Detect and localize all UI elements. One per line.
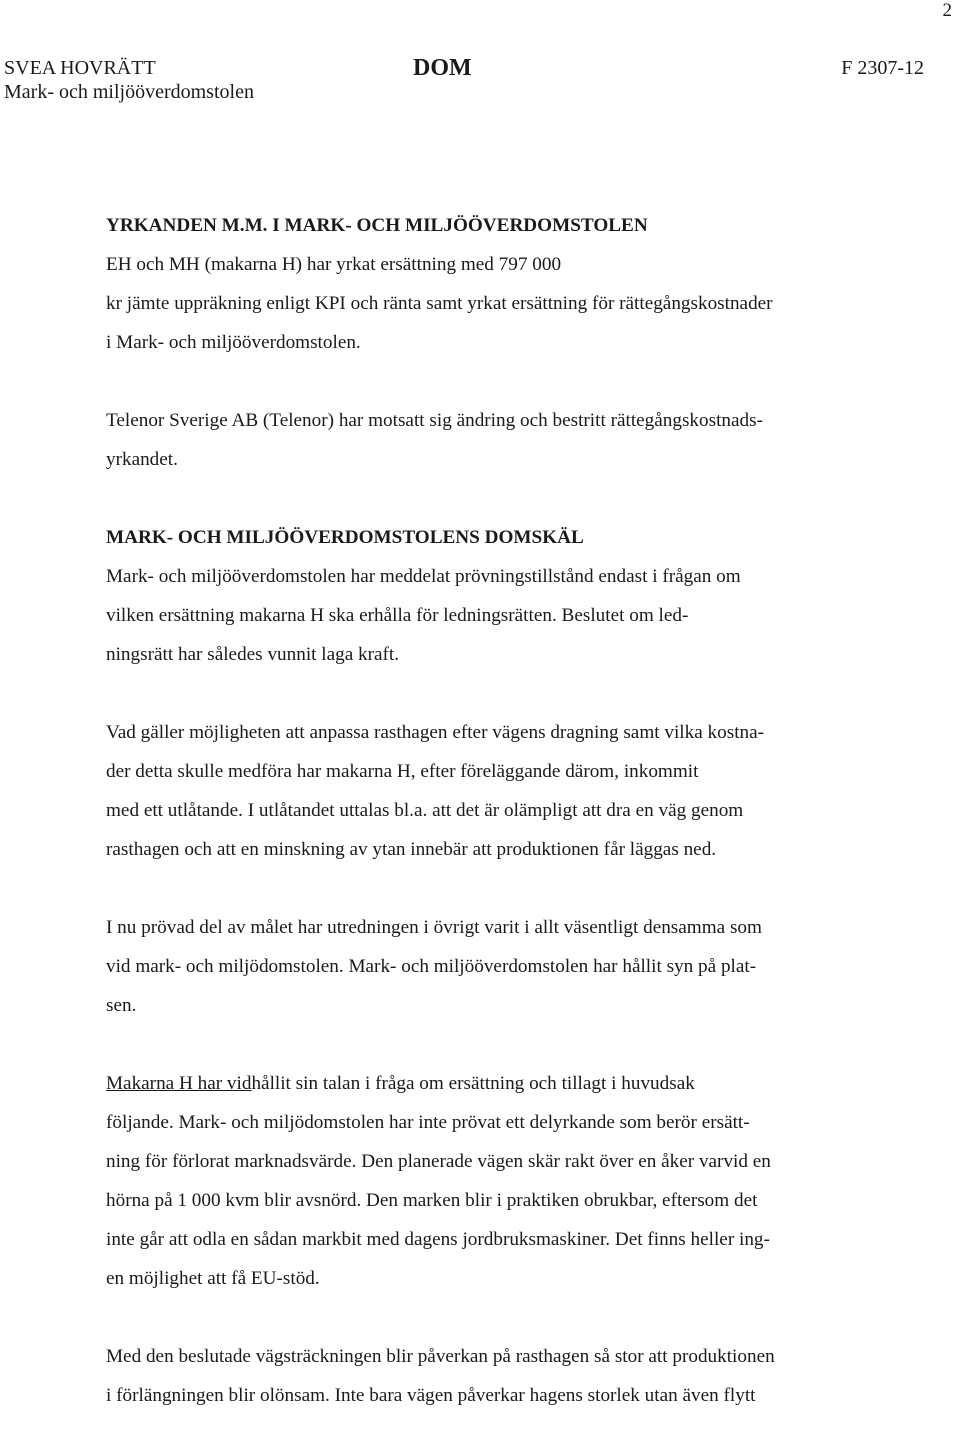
document-body bbox=[106, 206, 906, 1454]
section-reasons bbox=[106, 518, 906, 674]
text-line: sen. bbox=[106, 995, 137, 1016]
text-line: kr jämte uppräkning enligt KPI och ränta samt yrkat ersättning för rättegångskostnader bbox=[106, 293, 773, 314]
underlined-text: Makarna H har vid bbox=[106, 1073, 252, 1094]
text-line: ning för förlorat marknadsvärde. Den planerade vägen skär rakt över en åker varvid en bbox=[106, 1151, 771, 1172]
text-line: yrkandet. bbox=[106, 449, 178, 470]
section-heading: YRKANDEN M.M. I MARK- OCH MILJÖÖVERDOMSTOLEN bbox=[106, 215, 648, 236]
text-line: Telenor Sverige AB (Telenor) har motsatt sig ändring och bestritt rättegångskostnads- bbox=[106, 410, 763, 431]
text-line: i Mark- och miljööverdomstolen. bbox=[106, 332, 361, 353]
text-line: hörna på 1 000 kvm blir avsnörd. Den marken blir i praktiken obrukbar, eftersom det bbox=[106, 1190, 758, 1211]
text-line: I nu prövad del av målet har utredningen i övrigt varit i allt väsentligt densamma som bbox=[106, 917, 762, 938]
section-claims bbox=[106, 206, 906, 362]
case-number: F 2307-12 bbox=[841, 57, 924, 79]
section-heading: MARK- OCH MILJÖÖVERDOMSTOLENS DOMSKÄL bbox=[106, 527, 584, 548]
text-line: der detta skulle medföra har makarna H, efter föreläggande därom, inkommit bbox=[106, 761, 699, 782]
text-line: inte går att odla en sådan markbit med dagens jordbruksmaskiner. Det finns heller ing- bbox=[106, 1229, 770, 1250]
text-line: ningsrätt har således vunnit laga kraft. bbox=[106, 644, 400, 665]
court-division: Mark- och miljööverdomstolen bbox=[4, 81, 254, 103]
text-line: Vad gäller möjligheten att anpassa rasthagen efter vägens dragning samt vilka kostna- bbox=[106, 722, 765, 743]
text-line: EH och MH (makarna H) har yrkat ersättning med 797 000 bbox=[106, 254, 562, 275]
paragraph-makarna bbox=[106, 1064, 906, 1298]
text-fragment: hållit sin talan i fråga om ersättning och tillagt i huvudsak bbox=[251, 1073, 695, 1094]
text-line: vilken ersättning makarna H ska erhålla för ledningsrätten. Beslutet om led- bbox=[106, 605, 689, 626]
document-type: DOM bbox=[413, 55, 472, 81]
text-line: vid mark- och miljödomstolen. Mark- och miljööverdomstolen har hållit syn på plat- bbox=[106, 956, 757, 977]
paragraph-vagstrackning bbox=[106, 1337, 906, 1415]
text-line: en möjlighet att få EU-stöd. bbox=[106, 1268, 320, 1289]
text-line: Mark- och miljööverdomstolen har meddelat prövningstillstånd endast i frågan om bbox=[106, 566, 741, 587]
court-block bbox=[4, 56, 254, 104]
paragraph-investigation bbox=[106, 908, 906, 1025]
text-line: i förlängningen blir olönsam. Inte bara vägen påverkar hagens storlek utan även flytt bbox=[106, 1385, 756, 1406]
text-line: Med den beslutade vägsträckningen blir påverkan på rasthagen så stor att produktionen bbox=[106, 1346, 775, 1367]
text-line: med ett utlåtande. I utlåtandet uttalas bl.a. att det är olämpligt att dra en väg genom bbox=[106, 800, 744, 821]
text-line: rasthagen och att en minskning av ytan innebär att produktionen får läggas ned. bbox=[106, 839, 717, 860]
paragraph-telenor bbox=[106, 401, 906, 479]
text-line bbox=[106, 1064, 906, 1103]
text-line: följande. Mark- och miljödomstolen har inte prövat ett delyrkande som berör ersätt- bbox=[106, 1112, 750, 1133]
paragraph-rasthagen bbox=[106, 713, 906, 869]
court-name: SVEA HOVRÄTT bbox=[4, 57, 156, 79]
page-number: 2 bbox=[942, 0, 952, 21]
